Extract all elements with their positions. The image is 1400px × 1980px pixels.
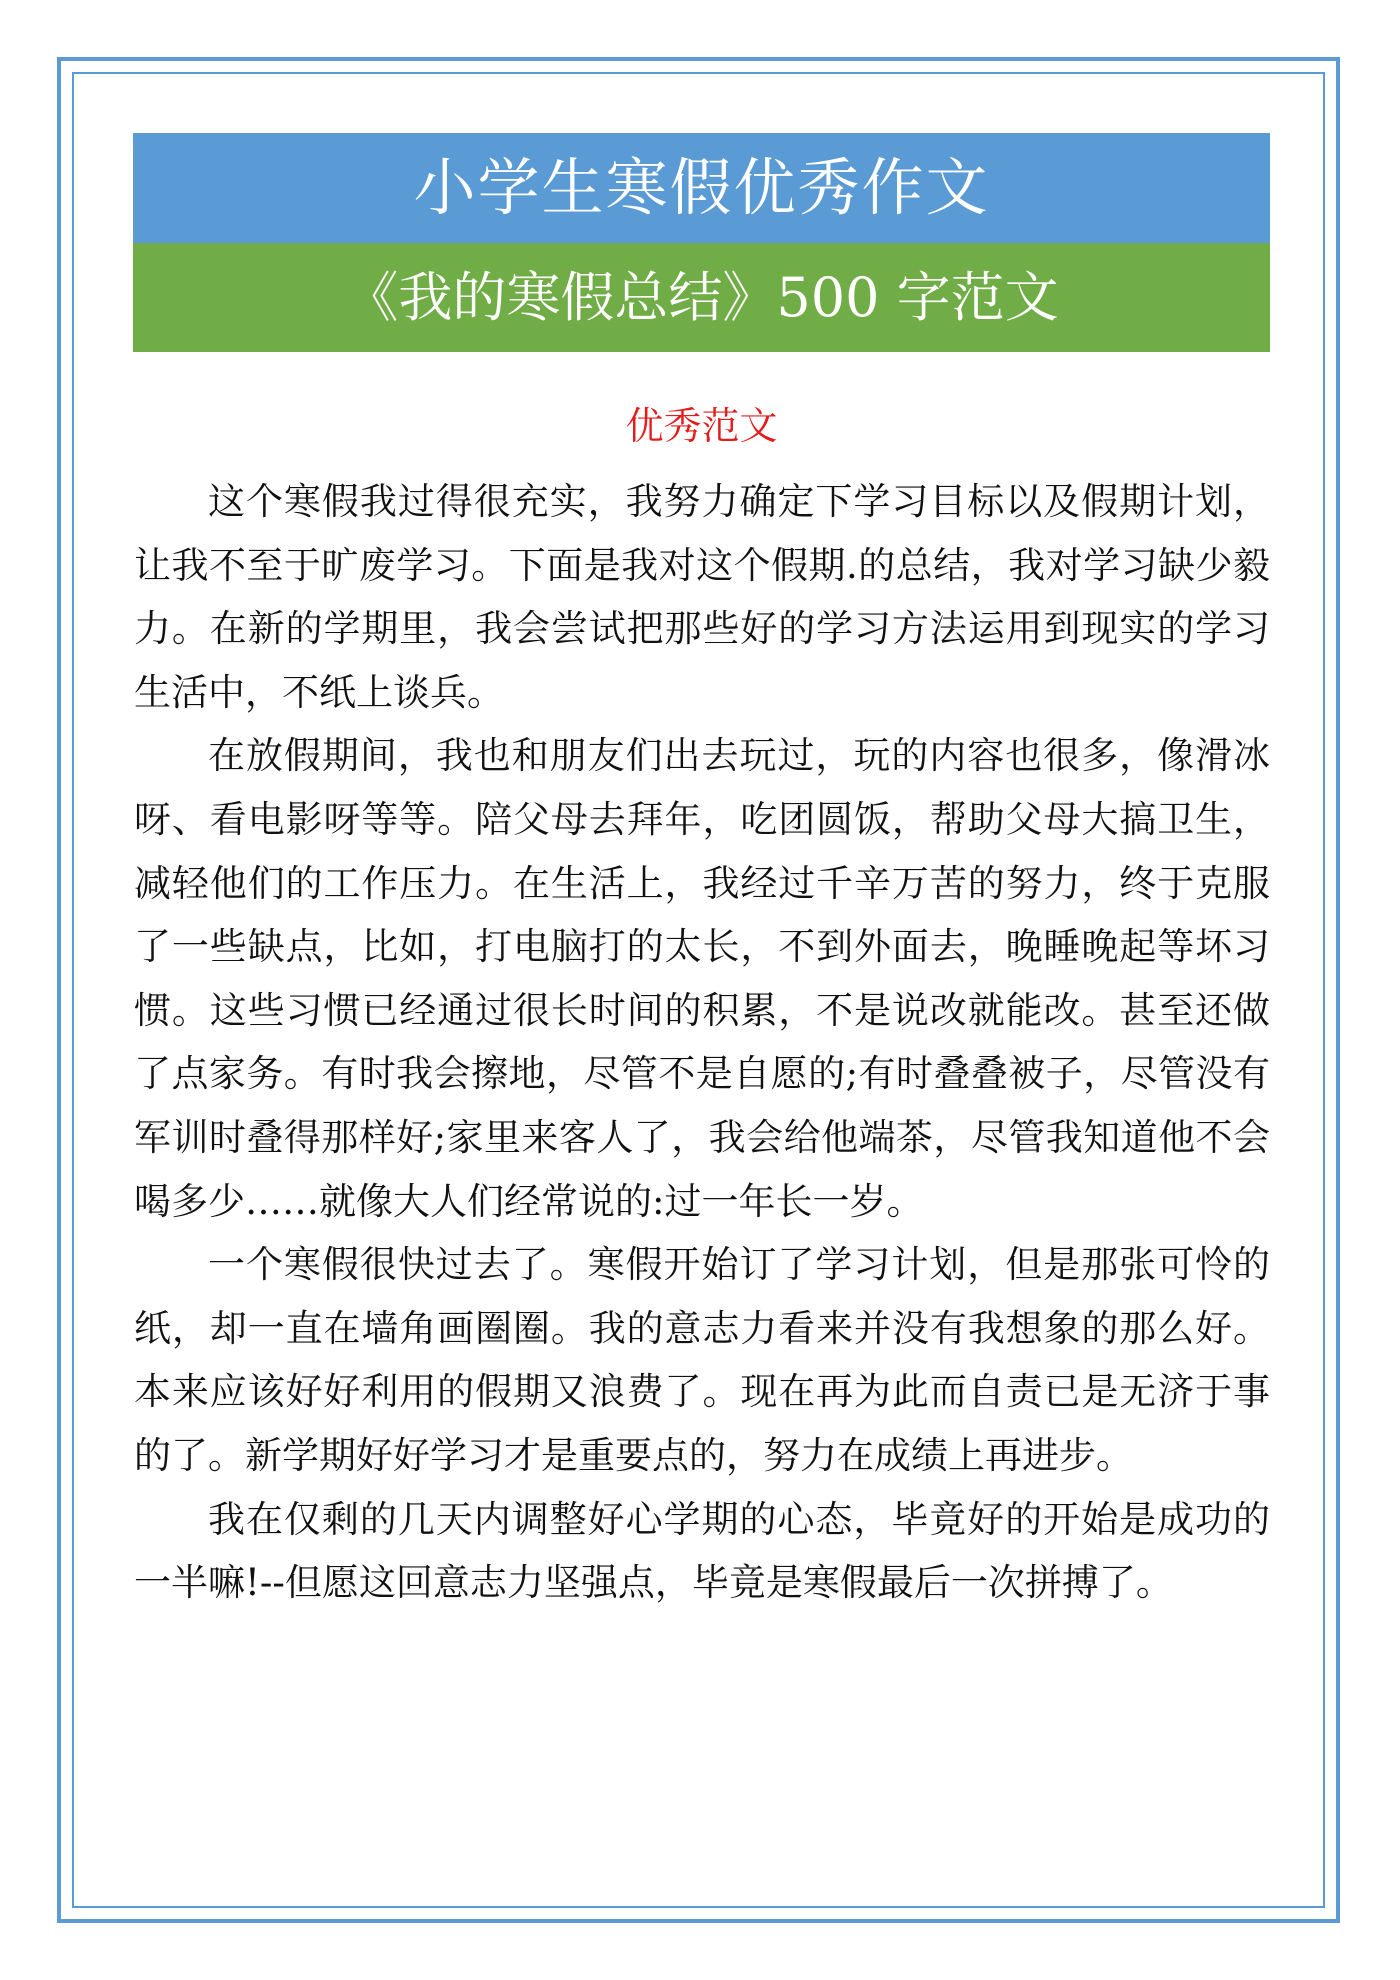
essay-body xyxy=(134,470,1270,1615)
essay-paragraph-4: 我在仅剩的几天内调整好心学期的心态，毕竟好的开始是成功的一半嘛!--但愿这回意志力坚强点，毕竟是寒假最后一次拼搏了。 xyxy=(134,1497,1270,1605)
essay-paragraph-1: 这个寒假我过得很充实，我努力确定下学习目标以及假期计划，让我不至于旷废学习。下面是我对这个假期.的总结，我对学习缺少毅力。在新的学期里，我会尝试把那些好的学习方法运用到现实的学习生活中，不纸上谈兵。 xyxy=(134,480,1270,714)
section-label: 优秀范文 xyxy=(625,404,778,448)
essay-paragraph-3: 一个寒假很快过去了。寒假开始订了学习计划，但是那张可怜的纸，却一直在墙角画圈圈。我的意志力看来并没有我想象的那么好。本来应该好好利用的假期又浪费了。现在再为此而自责已是无济于事的了。新学期好好学习才是重要点的，努力在成绩上再进步。 xyxy=(134,1243,1270,1477)
essay-paragraph-2: 在放假期间，我也和朋友们出去玩过，玩的内容也很多，像滑冰呀、看电影呀等等。陪父母去拜年，吃团圆饭，帮助父母大搞卫生，减轻他们的工作压力。在生活上，我经过千辛万苦的努力，终于克服了一些缺点，比如，打电脑打的太长，不到外面去，晚睡晚起等坏习惯。这些习惯已经通过很长时间的积累，不是说改就能改。甚至还做了点家务。有时我会擦地，尽管不是自愿的;有时叠叠被子，尽管没有军训时叠得那样好;家里来客人了，我会给他端茶，尽管我知道他不会喝多少……就像大人们经常说的:过一年长一岁。 xyxy=(134,734,1270,1223)
page-title: 小学生寒假优秀作文 xyxy=(133,133,1270,243)
page-subtitle: 《我的寒假总结》500 字范文 xyxy=(133,243,1270,352)
